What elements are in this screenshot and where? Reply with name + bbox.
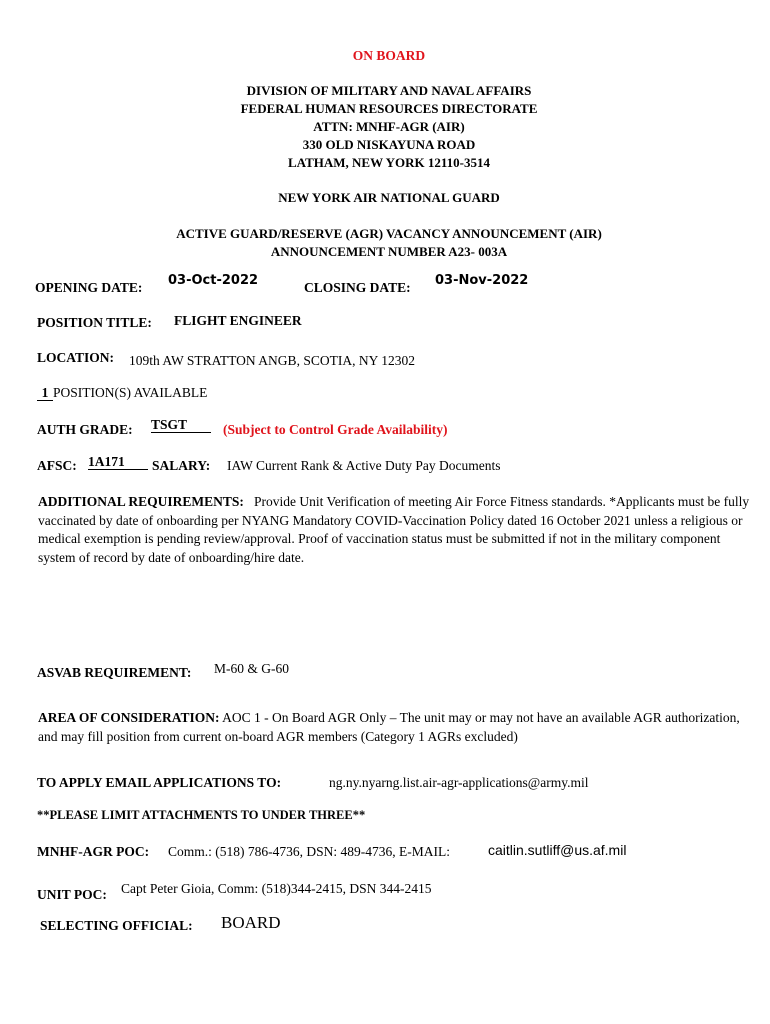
additional-requirements-label: ADDITIONAL REQUIREMENTS: (38, 494, 244, 509)
org-line-4: 330 OLD NISKAYUNA ROAD (302, 137, 476, 152)
auth-grade-value[interactable]: TSGT (151, 418, 211, 433)
auth-grade-label: AUTH GRADE: (37, 422, 133, 437)
location-label: LOCATION: (37, 350, 115, 365)
unit-name: NEW YORK AIR NATIONAL GUARD (278, 190, 500, 205)
apply-email[interactable]: ng.ny.nyarng.list.air-agr-applications@army.mil (329, 775, 589, 790)
afsc-label: AFSC: (37, 458, 77, 473)
on-board-status: ON BOARD (352, 48, 426, 63)
afsc-value[interactable]: 1A171 (88, 455, 148, 470)
mnhf-poc-text: Comm.: (518) 786-4736, DSN: 489-4736, E-MAIL: (168, 844, 450, 859)
mnhf-poc-email[interactable]: caitlin.sutliff@us.af.mil (488, 842, 627, 858)
selecting-official-label: SELECTING OFFICIAL: (40, 918, 193, 933)
opening-date-label: OPENING DATE: (35, 280, 143, 295)
additional-requirements (38, 493, 758, 567)
control-grade-note: (Subject to Control Grade Availability) (223, 422, 448, 437)
position-title-value[interactable]: FLIGHT ENGINEER (174, 313, 302, 328)
announcement-title: ACTIVE GUARD/RESERVE (AGR) VACANCY ANNOUNCEMENT (AIR) (176, 226, 602, 241)
closing-date-value[interactable]: 03-Nov-2022 (435, 273, 529, 288)
unit-poc-text[interactable]: Capt Peter Gioia, Comm: (518)344-2415, DSN 344-2415 (121, 881, 432, 896)
auth-grade-field[interactable] (151, 417, 211, 433)
positions-available-row (37, 385, 207, 401)
opening-date-value[interactable]: 03-Oct-2022 (168, 273, 259, 288)
org-line-1: DIVISION OF MILITARY AND NAVAL AFFAIRS (246, 83, 532, 98)
mnhf-poc-label: MNHF-AGR POC: (37, 844, 150, 859)
position-title-label: POSITION TITLE: (37, 315, 152, 330)
attachments-note: **PLEASE LIMIT ATTACHMENTS TO UNDER THREE** (37, 808, 366, 822)
apply-label: TO APPLY EMAIL APPLICATIONS TO: (37, 775, 282, 790)
location-value[interactable]: 109th AW STRATTON ANGB, SCOTIA, NY 12302 (129, 353, 415, 368)
salary-label: SALARY: (152, 458, 211, 473)
closing-date-label: CLOSING DATE: (304, 280, 411, 295)
afsc-field[interactable] (88, 454, 148, 470)
positions-label: POSITION(S) AVAILABLE (53, 385, 208, 400)
area-of-consideration (38, 709, 758, 746)
org-line-5: LATHAM, NEW YORK 12110-3514 (288, 155, 490, 170)
positions-count[interactable]: 1 (37, 386, 53, 401)
selecting-official-value[interactable]: BOARD (221, 913, 281, 932)
org-line-3: ATTN: MNHF-AGR (AIR) (313, 119, 465, 134)
announcement-number: ANNOUNCEMENT NUMBER A23- 003A (270, 244, 508, 259)
area-of-consideration-label: AREA OF CONSIDERATION: (38, 710, 220, 725)
org-line-2: FEDERAL HUMAN RESOURCES DIRECTORATE (240, 101, 538, 116)
asvab-label: ASVAB REQUIREMENT: (37, 665, 192, 680)
additional-requirements-text[interactable]: Provide Unit Verification of meeting Air Force Fitness standards. *Applicants must be fully vaccinated by date of onboarding per NYANG Mandatory COVID-Vaccination Policy dated 16 October 2021 unless a religious or medical exemption is pending review/approval. Proof of vaccination status must be submitted if not in the military component system of record by date of onboarding/hire date. (38, 494, 750, 565)
unit-poc-label: UNIT POC: (37, 887, 107, 902)
salary-value[interactable]: IAW Current Rank & Active Duty Pay Documents (227, 458, 501, 473)
asvab-value[interactable]: M-60 & G-60 (214, 661, 289, 676)
area-of-consideration-text[interactable]: AOC 1 - On Board AGR Only – The unit may or may not have an available AGR authorization, and may fill position from current on-board AGR members (Category 1 AGRs excluded) (38, 710, 740, 744)
